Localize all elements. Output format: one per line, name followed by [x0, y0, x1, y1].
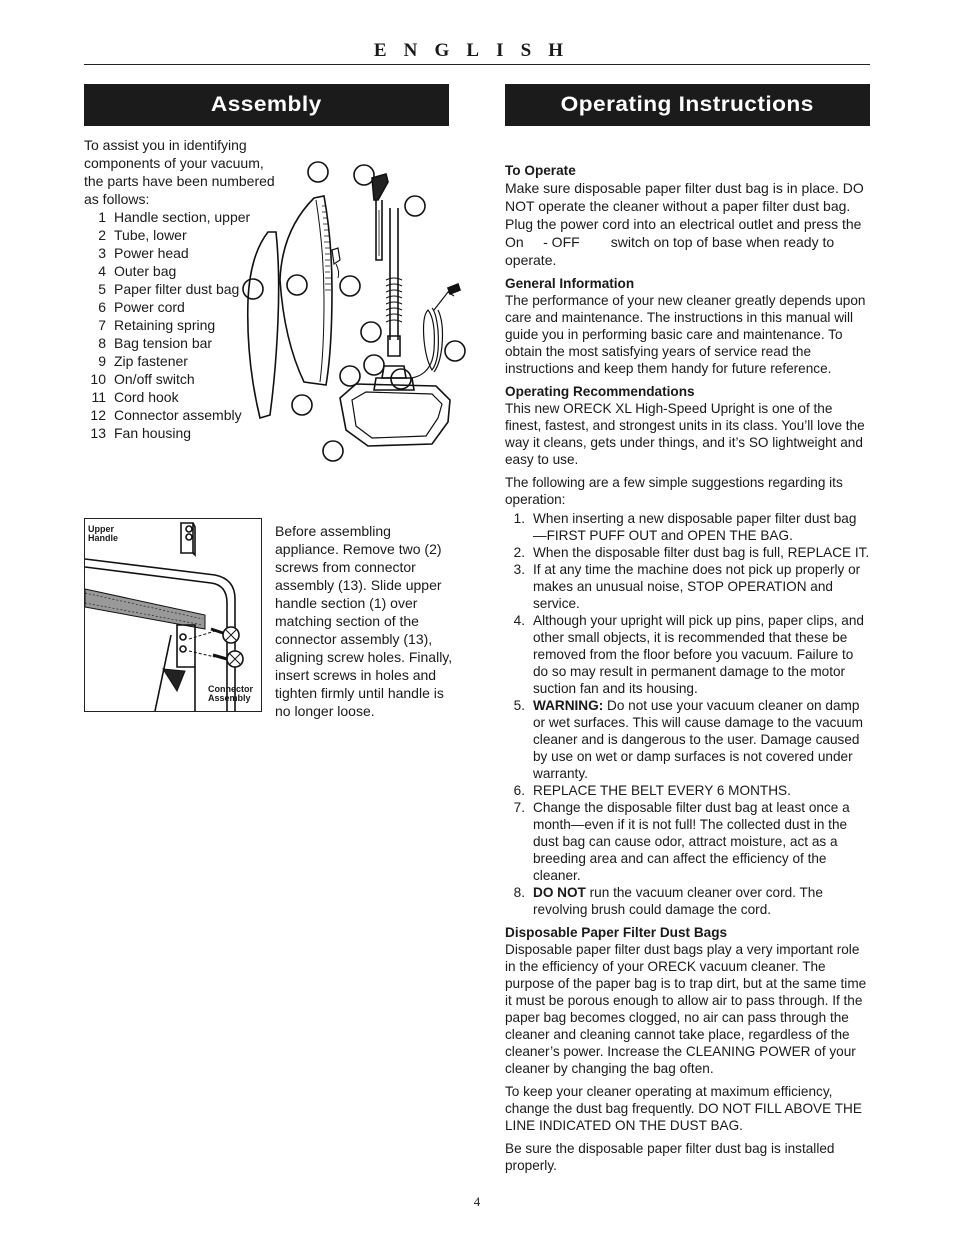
part-number: 12: [90, 407, 106, 423]
recommendations-heading: Operating Recommendations: [505, 384, 695, 399]
part-number: 8: [98, 335, 106, 351]
suggestion-item: [505, 510, 870, 544]
suggestion-number: 1.: [513, 511, 525, 526]
suggestion-number: 3.: [513, 562, 525, 577]
suggestion-emphasis: DO NOT: [533, 885, 586, 900]
suggestion-item: [505, 561, 870, 612]
suggestion-text: run the vacuum cleaner over cord. The revolving brush could damage the cord.: [533, 885, 823, 917]
assembly-intro: To assist you in identifying components of your vacuum, the parts have been numbered as follows:: [84, 137, 275, 207]
recommendations-text: This new ORECK XL High-Speed Upright is one of the finest, fastest, and strongest units in its class. You’ll love the way it cleans, gets under things, and it’s SO lightweight and easy to use.: [505, 401, 865, 467]
part-number: 2: [98, 227, 106, 243]
page-number: 4: [473, 1194, 481, 1209]
part-label: Connector assembly: [114, 407, 242, 423]
suggestion-text-wrap: [533, 510, 870, 544]
suggestion-text-wrap: [533, 561, 870, 612]
suggestion-text: When the disposable filter dust bag is full, REPLACE IT.: [533, 545, 870, 560]
part-label: Outer bag: [114, 263, 177, 279]
before-assembling-text: Before assembling appliance. Remove two (2) screws from connector assembly (13). Slide upper handle section (1) over matching section of the connector assembly (13), aligning screw holes. Finally, insert screws in holes and tighten firmly until handle is no longer loose.: [275, 523, 453, 719]
suggestion-number: 4.: [513, 613, 525, 628]
suggestion-number: 6.: [513, 783, 525, 798]
suggestion-item: [505, 697, 870, 782]
suggestion-item: [505, 544, 870, 561]
part-number: 6: [98, 299, 106, 315]
suggestion-item: [505, 782, 870, 799]
suggestion-text: Change the disposable filter dust bag at least once a month—even if it is not full! The collected dust in the dust bag can cause odor, attract moisture, act as a breeding area and can affect the efficiency of the cleaner.: [533, 800, 850, 883]
part-label: Retaining spring: [114, 317, 216, 333]
suggestion-number: 5.: [513, 698, 525, 713]
suggestion-text: Although your upright will pick up pins, paper clips, and other small objects, it is recommended that these be removed from the floor before you vacuum. Failure to do so may result in permanent damage to the motor suction fan and its housing.: [533, 613, 864, 696]
suggestion-number: 7.: [513, 800, 525, 815]
part-label: On/off switch: [114, 371, 195, 387]
connector-label-line2: Assembly: [208, 693, 251, 703]
suggestion-number: 2.: [513, 545, 525, 560]
part-label: Power cord: [114, 299, 185, 315]
vacuum-parts-diagram: [236, 160, 472, 465]
suggestion-text-wrap: [533, 799, 870, 884]
dust-bags-text: Disposable paper filter dust bags play a very important role in the efficiency of your ORECK vacuum cleaner. The purpose of the paper bag is to trap dirt, but at the same time it must be porous enough to allow air to pass through. If the paper bag becomes clogged, no air can pass through the cleaner and cleaning cannot take place, regardless of the cleaner’s power. Increase the CLEANING POWER of your cleaner by changing the bag often.: [505, 942, 867, 1076]
outer-bag-drawing: [248, 232, 279, 418]
maintain-efficiency-text: To keep your cleaner operating at maximum efficiency, change the dust bag frequently. DO NOT FILL ABOVE THE LINE INDICATED ON THE DUST BAG.: [505, 1084, 862, 1133]
part-label: Handle section, upper: [114, 209, 251, 225]
general-info-text: The performance of your new cleaner greatly depends upon care and maintenance. The instructions in this manual will guide you in performing basic care and maintenance. To obtain the most satisfying years of service read the instructions and keep them handy for future reference.: [505, 293, 866, 376]
suggestion-text: When inserting a new disposable paper filter dust bag—FIRST PUFF OUT and OPEN THE BAG.: [533, 511, 857, 543]
part-label: Bag tension bar: [114, 335, 213, 351]
suggestion-item: [505, 799, 870, 884]
part-label: Paper filter dust bag: [114, 281, 240, 297]
suggestion-text: REPLACE THE BELT EVERY 6 MONTHS.: [533, 783, 791, 798]
language-header: ENGLISH: [373, 40, 581, 61]
upper-handle-label: [88, 525, 118, 543]
operating-title: Operating Instructions: [560, 93, 815, 116]
part-number: 5: [98, 281, 106, 297]
part-number: 3: [98, 245, 106, 261]
upper-handle-label-line2: Handle: [88, 533, 119, 543]
to-operate-heading: To Operate: [505, 163, 576, 178]
suggestion-emphasis: WARNING:: [533, 698, 604, 713]
suggestions-list: [505, 510, 870, 918]
suggestion-text-wrap: [533, 544, 870, 561]
suggestions-intro: The following are a few simple suggestions regarding its operation:: [505, 475, 843, 507]
part-label: Power head: [114, 245, 189, 261]
installed-properly-text: Be sure the disposable paper filter dust bag is installed properly.: [505, 1141, 835, 1173]
part-number: 10: [90, 371, 106, 387]
part-label: Fan housing: [114, 425, 192, 441]
assembly-title: Assembly: [211, 93, 322, 116]
power-cord-drawing: [412, 292, 454, 378]
suggestion-text-wrap: [533, 884, 870, 918]
part-label: Tube, lower: [114, 227, 187, 243]
suggestion-text: Do not use your vacuum cleaner on damp or wet surfaces. This will cause damage to the vacuum cleaner and is dangerous to the user. Damage caused by use on wet or damp surfaces is not covered under warranty.: [533, 698, 863, 781]
to-operate-text: Make sure disposable paper filter dust bag is in place. DO NOT operate the cleaner without a paper filter dust bag. Plug the power cord into an electrical outlet and press the On - OFF switch on top of base when ready to operate.: [505, 180, 864, 268]
suggestion-text-wrap: [533, 697, 870, 782]
operating-banner: [505, 84, 870, 126]
part-label: Zip fastener: [114, 353, 188, 369]
connector-label-line1: Connector: [208, 684, 253, 694]
connector-assembly-label: [208, 685, 253, 703]
suggestion-text-wrap: [533, 612, 870, 697]
part-number: 9: [98, 353, 106, 369]
header-rule: [84, 64, 870, 65]
suggestion-item: [505, 612, 870, 697]
part-number: 13: [90, 425, 106, 441]
part-number: 7: [98, 317, 106, 333]
part-label: Cord hook: [114, 389, 179, 405]
upper-handle-label-line1: Upper: [88, 524, 115, 534]
dust-bags-heading: Disposable Paper Filter Dust Bags: [505, 925, 728, 940]
part-number: 1: [98, 209, 106, 225]
suggestion-text: If at any time the machine does not pick up properly or makes an unusual noise, STOP OPERATION and service.: [533, 562, 861, 611]
connector-drawing: [85, 519, 261, 711]
suggestion-text-wrap: [533, 782, 870, 799]
part-number: 4: [98, 263, 106, 279]
connector-inset: [84, 518, 262, 712]
part-number: 11: [91, 389, 106, 405]
operating-column: [505, 162, 870, 1174]
assembly-banner: [84, 84, 449, 126]
general-info-heading: General Information: [505, 276, 635, 291]
suggestion-item: [505, 884, 870, 918]
suggestion-number: 8.: [513, 885, 525, 900]
